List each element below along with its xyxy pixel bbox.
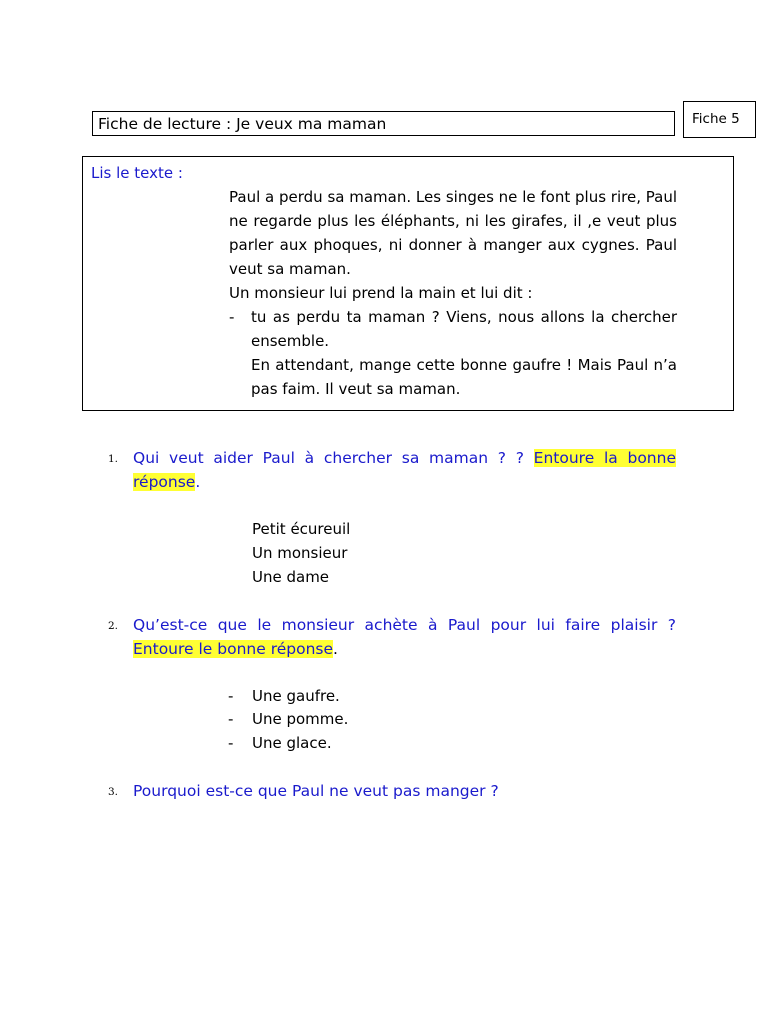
option-label: Une pomme.	[252, 710, 349, 728]
worksheet-title	[92, 111, 675, 136]
question-number: 2.	[108, 620, 119, 632]
reading-text-box	[82, 156, 734, 411]
question-period: .	[195, 473, 201, 491]
worksheet-title-text: Fiche de lecture : Je veux ma maman	[98, 115, 387, 133]
question-prompt: Qui veut aider Paul à chercher sa maman ? ?	[133, 449, 534, 467]
story-paragraph-2: Un monsieur lui prend la main et lui dit :	[229, 284, 533, 302]
dialogue-line-2: En attendant, mange cette bonne gaufre ! Mais Paul n’a pas faim. Il veut sa maman.	[251, 356, 677, 398]
question-prompt: Qu’est-ce que le monsieur achète à Paul pour lui faire plaisir ?	[133, 616, 676, 634]
fiche-number-label: Fiche 5	[692, 111, 740, 127]
answer-option[interactable]: Un monsieur	[252, 544, 348, 562]
option-label: Une gaufre.	[252, 687, 340, 705]
reading-instruction: Lis le texte :	[91, 164, 183, 182]
question-period: .	[333, 640, 338, 658]
answer-option[interactable]: Une dame	[252, 568, 330, 586]
question-text	[133, 446, 676, 494]
question-3	[108, 779, 676, 803]
answer-option[interactable]	[228, 684, 340, 708]
question-number: 1.	[108, 453, 119, 465]
answer-option[interactable]	[228, 731, 332, 755]
answer-option[interactable]	[228, 707, 348, 731]
question-text: Pourquoi est-ce que Paul ne veut pas manger ?	[133, 782, 499, 800]
dialogue-block	[229, 305, 677, 401]
question-text	[133, 613, 676, 661]
answer-option[interactable]: Petit écureuil	[252, 520, 351, 538]
dialogue-line-1: tu as perdu ta maman ? Viens, nous allons la chercher ensemble.	[251, 308, 677, 350]
fiche-number-box	[683, 101, 756, 138]
question-1	[108, 446, 676, 494]
option-dash: -	[228, 687, 234, 705]
question-number: 3.	[108, 786, 119, 798]
option-dash: -	[228, 710, 234, 728]
story-text	[229, 185, 677, 401]
option-dash: -	[228, 734, 234, 752]
option-label: Une glace.	[252, 734, 332, 752]
question-2	[108, 613, 676, 661]
highlighted-instruction: Entoure la bonne réponse	[133, 449, 676, 491]
dialogue-dash: -	[229, 308, 235, 326]
highlighted-instruction: Entoure le bonne réponse	[133, 640, 334, 658]
story-paragraph-1: Paul a perdu sa maman. Les singes ne le font plus rire, Paul ne regarde plus les éléphants, ni les girafes, il ,e veut plus parler aux phoques, ni donner à manger aux cygnes. Paul veut sa maman.	[229, 188, 677, 278]
